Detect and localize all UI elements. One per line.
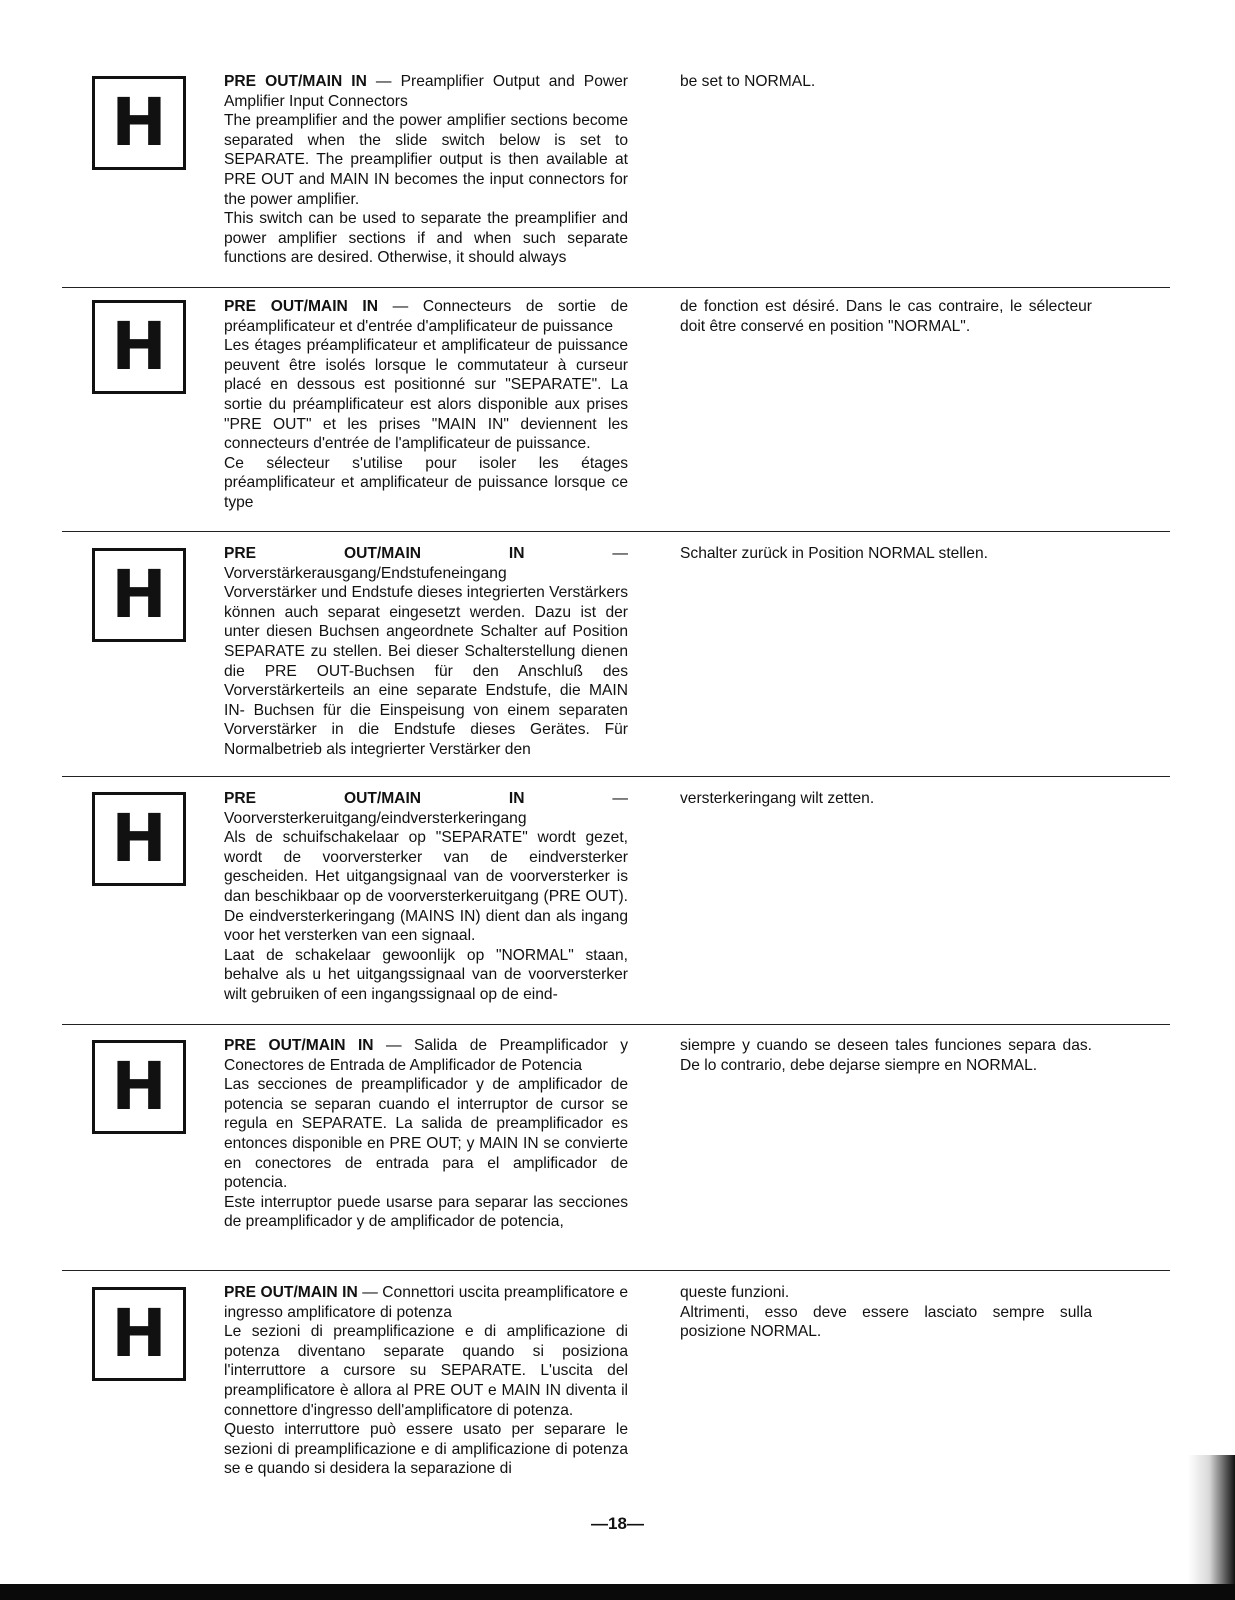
paragraph: Als de schuifschakelaar op "SEPARATE" wordt gezet, wordt de voorversterker van de eindversterker gescheiden. Het uitgangsignaal van de voorversterker is dan beschikbaar op de voorversterkeruitgang (PRE OUT). De eindversterkeringang (MAINS IN) dient dan als ingang voor het versterken van een signaal. (224, 829, 628, 945)
paragraph: de fonction est désiré. Dans le cas contraire, le sélecteur doit être conservé en position "NORMAL". (680, 298, 1092, 335)
section-title: Salida de Preamplificador y Conectores de Entrada de Amplificador de Potencia (224, 1037, 628, 1074)
paragraph: queste funzioni. (680, 1284, 790, 1301)
heading-dash: — (524, 790, 628, 807)
section-divider (62, 287, 1170, 288)
paragraph: versterkeringang wilt zetten. (680, 790, 875, 807)
h-icon: H (92, 300, 186, 394)
section-main-text (224, 72, 628, 268)
h-icon: H (92, 792, 186, 886)
section-title: Voorversterkeruitgang/eindversterkeringang (224, 809, 527, 827)
section-divider (62, 1024, 1170, 1025)
paragraph: Le sezioni di preamplificazione e di amplificazione di potenza diventano separate quando si posiziona l'interruttore a cursore su SEPARATE. L'uscita del preamplificatore è allora al PRE OUT e MAIN IN diventa il connettore d'ingresso dell'amplificatore di potenza. (224, 1323, 628, 1419)
section-divider (62, 776, 1170, 777)
section-divider (62, 531, 1170, 532)
paragraph: Laat de schakelaar gewoonlijk op "NORMAL" staan, behalve als u het uitgangssignaal van de voorversterker wilt gebruiken of een ingangssignaal op de eind- (224, 946, 628, 1003)
section-heading: PRE OUT/MAIN IN (224, 545, 525, 562)
paragraph: Schalter zurück in Position NORMAL stellen. (680, 545, 988, 562)
section-continuation-text (680, 1283, 1092, 1342)
section-divider (62, 1270, 1170, 1271)
section-heading: PRE OUT/MAIN IN (224, 790, 525, 807)
section-continuation-text (680, 297, 1092, 336)
section-main-text (224, 1036, 628, 1232)
paragraph: Les étages préamplificateur et amplificateur de puissance peuvent être isolés lorsque le commutateur à curseur placé en dessous est positionné sur "SEPARATE". La sortie du préamplificateur est alors disponible aux prises "PRE OUT" et les prises "MAIN IN" deviennent les connecteurs d'entrée de l'amplificateur de puissance. (224, 337, 628, 453)
heading-dash: — (373, 1037, 414, 1054)
paragraph: siempre y cuando se deseen tales funciones separa das. De lo contrario, debe dejarse siempre en NORMAL. (680, 1037, 1092, 1074)
section-heading: PRE OUT/MAIN IN (224, 298, 379, 315)
heading-dash: — (366, 73, 401, 90)
paragraph: Ce sélecteur s'utilise pour isoler les étages préamplificateur et amplificateur de puissance lorsque ce type (224, 454, 628, 511)
section-main-text (224, 789, 628, 1005)
section-title: Vorverstärkerausgang/Endstufeneingang (224, 564, 507, 582)
paragraph: Vorverstärker und Endstufe dieses integrierten Verstärkers können auch separat eingesetzt werden. Dazu ist der unter diesen Buchsen angeordnete Schalter auf Position SEPARATE zu stellen. Bei dieser Schalterstellung dienen die PRE OUT-Buchsen für den Anschluß des Vorverstärkerteils an eine separate Endstufe, die MAIN IN- Buchsen für die Einspeisung von einem separaten Vorverstärker in die Endstufe dieses Gerätes. Für Normalbetrieb als integrierter Verstärker den (224, 584, 628, 758)
section-heading: PRE OUT/MAIN IN (224, 1037, 374, 1054)
h-icon: H (92, 548, 186, 642)
section-main-text (224, 297, 628, 513)
section-continuation-text (680, 1036, 1092, 1075)
h-icon: H (92, 76, 186, 170)
paragraph: be set to NORMAL. (680, 73, 816, 90)
paragraph: Las secciones de preamplificador y de amplificador de potencia se separan cuando el interruptor de cursor se regula en SEPARATE. La salida de preamplificador es entonces disponible en PRE OUT; y MAIN IN se convierte en conectores de entrada para el amplificador de potencia. (224, 1076, 628, 1192)
scan-edge-shadow (1188, 1455, 1235, 1585)
heading-dash: — (524, 545, 628, 562)
h-icon: H (92, 1287, 186, 1381)
section-title: Connettori uscita preamplificatore e ingresso amplificatore di potenza (224, 1284, 629, 1321)
heading-dash: — (357, 1284, 383, 1301)
section-title: Preamplifier Output and Power Amplifier Input Connectors (224, 73, 628, 110)
paragraph: This switch can be used to separate the preamplifier and power amplifier sections if and when such separate functions are desired. Otherwise, it should always (224, 210, 628, 267)
section-title: Connecteurs de sortie de préamplificateur et d'entrée d'amplificateur de puissance (224, 298, 628, 335)
heading-dash: — (378, 298, 423, 315)
section-continuation-text (680, 789, 1092, 809)
page-number: —18— (591, 1514, 644, 1533)
paragraph: Questo interruttore può essere usato per separare le sezioni di preamplificazione e di amplificazione di potenza se e quando si desidera la separazione di (224, 1421, 628, 1478)
section-main-text (224, 1283, 628, 1479)
paragraph: The preamplifier and the power amplifier sections become separated when the slide switch below is set to SEPARATE. The preamplifier output is then available at PRE OUT and MAIN IN becomes the input connectors for the power amplifier. (224, 112, 628, 208)
paragraph: Este interruptor puede usarse para separar las secciones de preamplificador y de amplificador de potencia, (224, 1193, 628, 1231)
section-main-text (224, 544, 628, 760)
section-heading: PRE OUT/MAIN IN (224, 1284, 358, 1301)
section-continuation-text (680, 544, 1092, 564)
paragraph: Altrimenti, esso deve essere lasciato sempre sulla posizione NORMAL. (680, 1303, 1092, 1341)
section-continuation-text (680, 72, 1092, 92)
section-heading: PRE OUT/MAIN IN (224, 73, 367, 90)
h-icon: H (92, 1040, 186, 1134)
scan-bottom-bar (0, 1584, 1235, 1600)
